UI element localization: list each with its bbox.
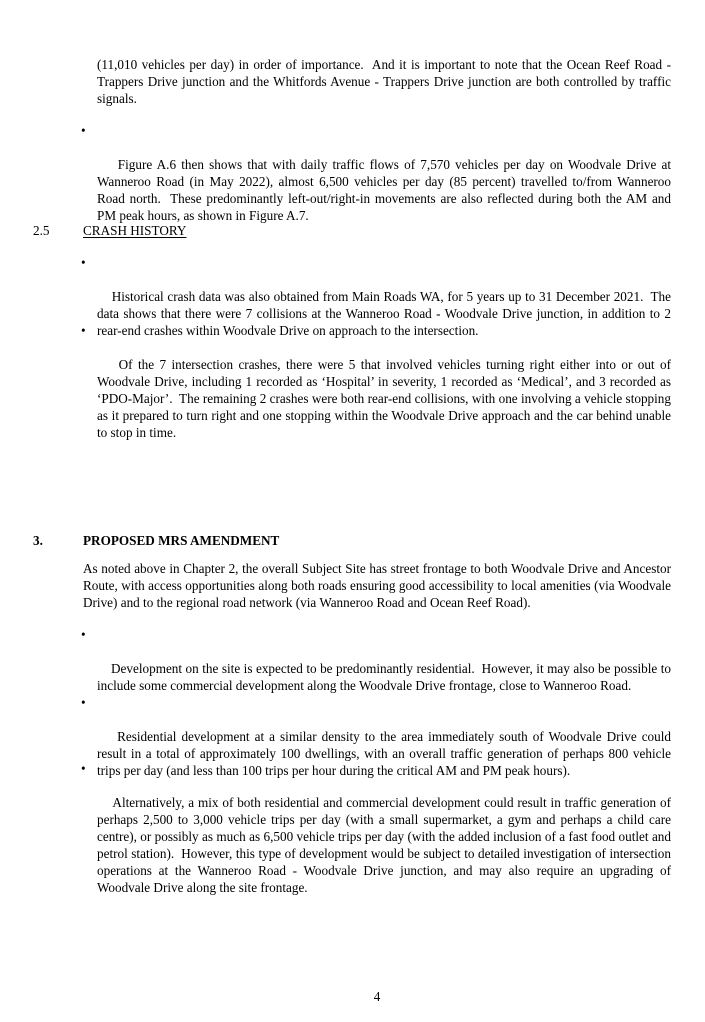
bullet-text: Of the 7 intersection crashes, there were 5 that involved vehicles turning right either into or out of Woodvale Drive, including 1 recorded as ‘Hospital’ in severity, 1 recorded as ‘Medical’, and 3 recorded as ‘PDO-Major’. The remaining 2 crashes were both rear-end collisions, with one involving a vehicle stopping as it prepared to turn right and one stopping within the Woodvale Drive approach and the car behind unable to stop in time.	[97, 357, 675, 440]
bullet-text: Figure A.6 then shows that with daily traffic flows of 7,570 vehicles per day on Woodvale Drive at Wanneroo Road (in May 2022), almost 6,500 vehicles per day (85 percent) travelled to/from Wanneroo Road north. These predominantly left-out/right-in movements are also reflected during both the AM and PM peak hours, as shown in Figure A.7.	[97, 157, 675, 223]
bullet-icon	[81, 254, 91, 271]
bullet-text: Historical crash data was also obtained from Main Roads WA, for 5 years up to 31 December 2021. The data shows that there were 7 collisions at the Wanneroo Road - Woodvale Drive junction, in addition to 2 rear-end crashes within Woodvale Drive on approach to the intersection.	[97, 289, 675, 338]
bullet-icon	[81, 122, 91, 139]
section-title: PROPOSED MRS AMENDMENT	[83, 533, 280, 548]
section-heading-crash-history	[33, 222, 671, 239]
section-3-intro-paragraph: As noted above in Chapter 2, the overall Subject Site has street frontage to both Woodvale Drive and Ancestor Route, with access opportunities along both roads ensuring good accessibility to local amenities (via Woodvale Drive) and to the regional road network (via Wanneroo Road and Ocean Reef Road).	[83, 561, 675, 610]
section-number: 3.	[33, 533, 43, 548]
bullet-icon	[81, 694, 91, 711]
bullet-icon	[81, 322, 91, 339]
bullet-text: Residential development at a similar density to the area immediately south of Woodvale Drive could result in a total of approximately 100 dwellings, with an overall traffic generation of perhaps 800 vehicle trips per day (and less than 100 trips per hour during the critical AM and PM peak hours).	[97, 729, 675, 778]
continuation-paragraph: (11,010 vehicles per day) in order of importance. And it is important to note that the Ocean Reef Road - Trappers Drive junction and the Whitfords Avenue - Trappers Drive junction are both controlled by traffic signals.	[97, 57, 675, 106]
bullet-item-mixed-development	[81, 760, 675, 913]
section-number: 2.5	[33, 223, 50, 238]
bullet-icon	[81, 760, 91, 777]
bullet-text: Development on the site is expected to be predominantly residential. However, it may also be possible to include some commercial development along the Woodvale Drive frontage, close to Wanneroo Road.	[97, 661, 675, 693]
section-heading-proposed-mrs-amendment	[33, 532, 671, 549]
bullet-text: Alternatively, a mix of both residential and commercial development could result in traffic generation of perhaps 2,500 to 3,000 vehicle trips per day (with a small supermarket, a gym and perhaps a child care centre), or possibly as much as 6,500 vehicle trips per day (with the added inclusion of a fast food outlet and petrol station). However, this type of development would be subject to detailed investigation of intersection operations at the Wanneroo Road - Woodvale Drive junction, and may also require an upgrading of Woodvale Drive along the site frontage.	[97, 795, 675, 895]
page-number: 4	[373, 989, 381, 1004]
bullet-icon	[81, 626, 91, 643]
section-title: CRASH HISTORY	[83, 223, 187, 238]
bullet-item-intersection-crashes	[81, 322, 675, 458]
